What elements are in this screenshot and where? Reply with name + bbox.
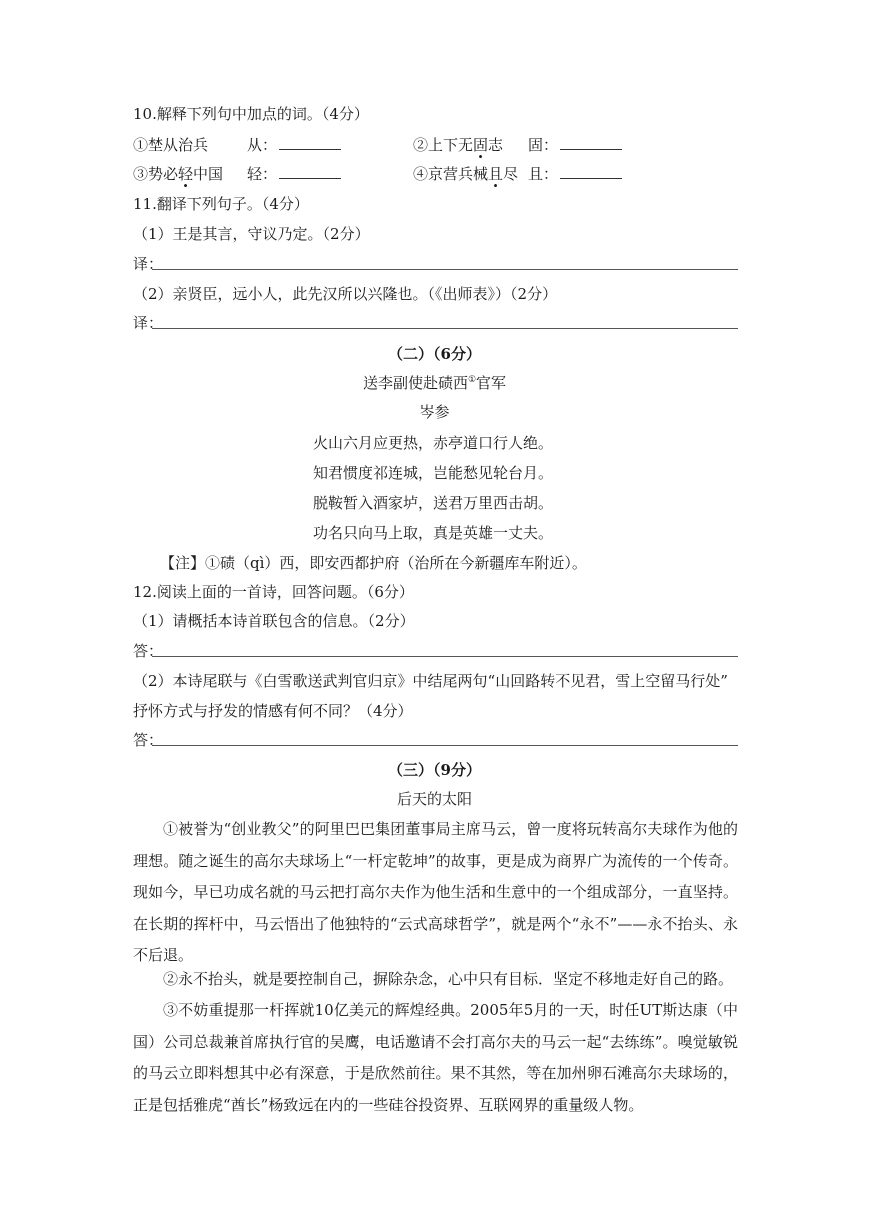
q12-title: 12.阅读上面的一首诗，回答问题。（6分） [133,583,414,601]
q10-item-1-text: ①埜从治兵 [133,136,209,154]
q10-item-1 [133,135,208,155]
article-title: 后天的太阳 [396,790,472,808]
dotted-word: 固 [473,136,489,154]
dotted-word: 轻 [178,165,194,183]
q10-item-3 [133,164,223,184]
poem-note: 【注】①碛（qì）西，即安西都护府（治所在今新疆库车附近）。 [160,554,587,572]
q10-item-3-answer [247,164,341,184]
q10-item-4-answer [528,164,622,184]
answer-label: 译： [133,255,164,273]
answer-line[interactable] [152,328,738,329]
q10-item-2-answer [528,135,622,155]
q10-item-2 [413,135,503,155]
q10-item-4-pre: ④京营兵械 [413,165,489,183]
poem-author: 岑参 [419,403,450,421]
q10-title: 10.解释下列句中加点的词。（4分） [133,105,369,123]
q12-sub-2-line-1: （2）本诗尾联与《白雪歌送武判官归京》中结尾两句“山回路转不见君，雪上空留马行处” [133,672,728,690]
q10-item-3-label: 轻： [247,165,278,183]
article-paragraph-1: ①被誉为“创业教父”的阿里巴巴集团董事局主席马云，曾一度将玩转高尔夫球作为他的理想。随之诞生的高尔夫球场上“一杆定乾坤”的故事，更是成为商界广为流传的一个传奇。现如今，早已功成名就的马云把打高尔夫作为他生活和生意中的一个组成部分，一直坚持。在长期的挥杆中，马云悟出了他独特的“云式高球哲学”，就是两个“永不”——永不抬头、永不后退。 [133,820,738,964]
q12-sub-2-line-2: 抒怀方式与抒发的情感有何不同？（4分） [133,702,413,720]
poem-title-pre: 送李副使赴碛西 [362,374,468,392]
q10-item-1-answer [247,135,341,155]
q10-item-2-post: 志 [488,136,504,154]
answer-line[interactable] [152,656,738,657]
poem-title [0,373,869,393]
dotted-word: 且 [488,165,504,183]
poem-line-1: 火山六月应更热，赤亭道口行人绝。 [313,434,554,452]
q10-item-3-post: 中国 [193,165,224,183]
answer-label: 答： [133,642,164,660]
section-2-heading: （二）（6分） [388,345,481,363]
answer-label: 答： [133,731,164,749]
poem-line-3: 脱鞍暂入酒家垆，送君万里西击胡。 [313,494,554,512]
q10-item-3-pre: ③势必 [133,165,179,183]
q12-sub-1: （1）请概括本诗首联包含的信息。（2分） [133,612,415,630]
q10-item-2-label: 固： [528,136,559,154]
q11-sentence-1: （1）王是其言，守议乃定。（2分） [133,225,370,243]
q11-title: 11.翻译下列句子。（4分） [133,195,309,213]
answer-line[interactable] [152,269,738,270]
poem-line-4: 功名只向马上取，真是英雄一丈夫。 [313,524,554,542]
answer-blank[interactable] [279,135,341,150]
article-paragraph-3: ③不妨重提那一杆挥就10亿美元的辉煌经典。2005年5月的一天，时任UT斯达康（中国）公司总裁兼首席执行官的吴鹰，电话邀请不会打高尔夫的马云一起“去练练”。嗅觉敏锐的马云立即料想其中必有深意，于是欣然前往。果不其然，等在加州卵石滩高尔夫球场的，正是包括雅虎“酋长”杨致远在内的一些硅谷投资界、互联网界的重量级人物。 [133,1001,738,1114]
answer-line[interactable] [152,745,738,746]
q10-item-4-label: 且： [528,165,559,183]
footnote-marker: ① [467,375,477,385]
q11-sentence-2: （2）亲贤臣，远小人，此先汉所以兴隆也。（《出师表》）（2分） [133,285,558,303]
q10-item-1-label: 从： [247,136,278,154]
answer-blank[interactable] [279,164,341,179]
article-paragraph-2: ②永不抬头，就是要控制自己，摒除杂念，心中只有目标．坚定不移地走好自己的路。 [163,970,734,988]
answer-blank[interactable] [560,135,622,150]
q10-item-4-post: 尽 [503,165,519,183]
answer-blank[interactable] [560,164,622,179]
poem-line-2: 知君惯度祁连城，岂能愁见轮台月。 [313,464,554,482]
section-3-heading: （三）（9分） [388,761,481,779]
poem-title-post: 官军 [476,374,507,392]
answer-label: 译： [133,314,164,332]
q10-item-4 [413,164,518,184]
q10-item-2-pre: ②上下无 [413,136,474,154]
